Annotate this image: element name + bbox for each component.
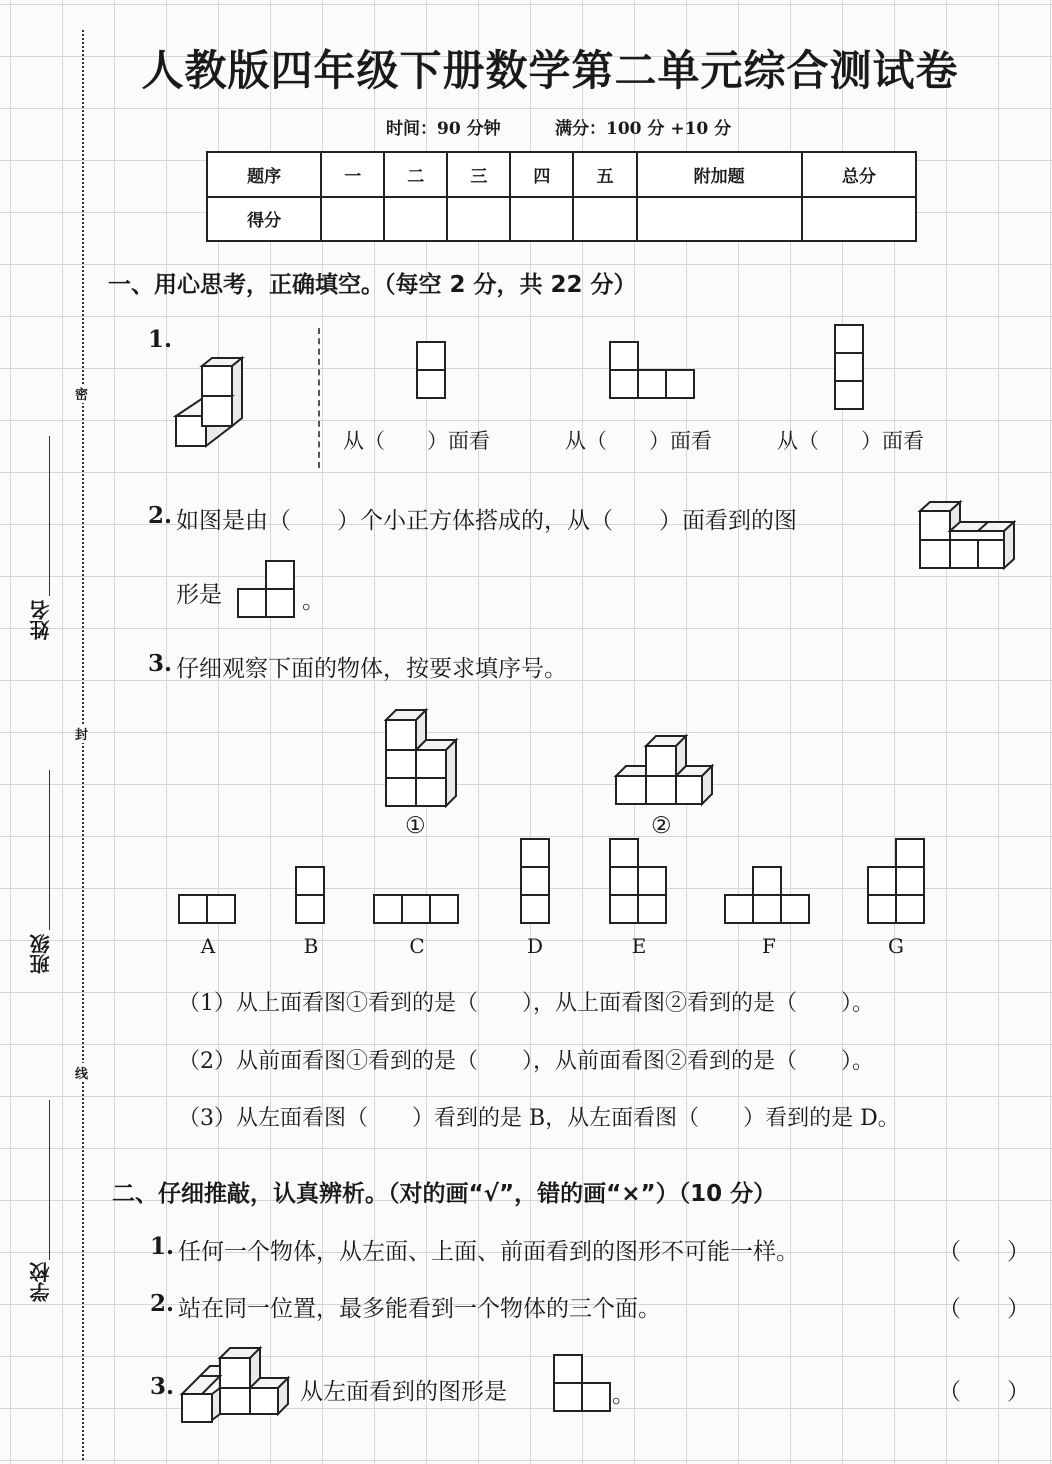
- q1-view-3-label: 从（ ）面看: [777, 429, 924, 453]
- table-cell: 三: [447, 152, 510, 197]
- s2-item-3-shape: [553, 1354, 615, 1414]
- class-label: 班级: [29, 934, 53, 974]
- full-score: 满分：100 分 +10 分: [555, 119, 732, 139]
- page-title: 人教版四年级下册数学第二单元综合测试卷: [141, 46, 959, 95]
- q3-figure-2-label: ②: [651, 813, 672, 839]
- s2-item-1-text: 任何一个物体，从左面、上面、前面看到的图形不可能一样。: [178, 1239, 799, 1265]
- table-cell: 二: [384, 152, 447, 197]
- q3-text: 仔细观察下面的物体，按要求填序号。: [176, 656, 567, 682]
- option-d-shape: [520, 838, 552, 926]
- q3-sub-2: （2）从前面看图①看到的是（ ），从前面看图②看到的是（ ）。: [178, 1049, 874, 1074]
- option-g-shape: [867, 838, 927, 926]
- option-e-shape: [609, 838, 669, 926]
- q3-sub-3: （3）从左面看图（ ）看到的是 B，从左面看图（ ）看到的是 D。: [178, 1106, 900, 1131]
- q1-divider: [318, 328, 320, 468]
- q2-solid-figure: [914, 498, 1022, 576]
- exam-time: 时间：90 分钟: [386, 119, 501, 139]
- score-entry-cell[interactable]: [573, 197, 636, 242]
- score-entry-cell[interactable]: [510, 197, 573, 242]
- q3-sub-1: （1）从上面看图①看到的是（ ），从上面看图②看到的是（ ）。: [178, 991, 874, 1016]
- binding-mark-xian: 线: [75, 1063, 88, 1082]
- q2-answer-shape: [237, 560, 299, 620]
- option-a-label: A: [200, 934, 216, 958]
- section1-heading: 一、用心思考，正确填空。（每空 2 分，共 22 分）: [108, 272, 637, 298]
- q1-number: 1.: [148, 326, 173, 353]
- score-table-header-row: [207, 152, 916, 197]
- score-table: [206, 151, 917, 242]
- option-d-label: D: [526, 934, 544, 958]
- option-e-label: E: [631, 934, 647, 958]
- table-cell: 五: [573, 152, 636, 197]
- table-cell: 附加题: [637, 152, 802, 197]
- q2-period: 。: [302, 588, 325, 614]
- q3-figure-2: [608, 732, 720, 808]
- option-c-label: C: [409, 934, 425, 958]
- school-line: [49, 1100, 50, 1260]
- s2-item-2-answer-blank[interactable]: （ ）: [938, 1296, 1030, 1322]
- s2-item-3-solid-figure: [176, 1342, 296, 1426]
- binding-dotted-line: [82, 30, 84, 1460]
- q1-view-2: [609, 341, 697, 401]
- class-line: [49, 770, 50, 930]
- table-cell: 得分: [207, 197, 321, 242]
- q1-view-1-label: 从（ ）面看: [343, 429, 490, 453]
- q2-text: 如图是由（ ）个小正方体搭成的，从（ ）面看到的图: [176, 508, 797, 534]
- option-a-shape: [178, 894, 238, 926]
- table-cell: 总分: [802, 152, 916, 197]
- q3-figure-1-label: ①: [405, 813, 426, 839]
- score-entry-cell[interactable]: [802, 197, 916, 242]
- option-g-label: G: [888, 934, 904, 958]
- q3-number: 3.: [148, 650, 173, 677]
- name-line: [49, 436, 50, 596]
- q1-solid-figure: [170, 354, 250, 454]
- binding-mark-feng: 封: [75, 724, 88, 743]
- s2-item-2-text: 站在同一位置，最多能看到一个物体的三个面。: [178, 1296, 661, 1322]
- q2-number: 2.: [148, 502, 173, 529]
- s2-item-3-text: 从左面看到的图形是: [300, 1379, 507, 1405]
- s2-item-3-answer-blank[interactable]: （ ）: [938, 1379, 1030, 1405]
- score-entry-cell[interactable]: [447, 197, 510, 242]
- option-c-shape: [373, 894, 461, 926]
- option-b-shape: [295, 866, 327, 926]
- option-b-label: B: [303, 934, 319, 958]
- score-entry-cell[interactable]: [637, 197, 802, 242]
- name-label: 姓名: [29, 600, 53, 640]
- s2-item-1-answer-blank[interactable]: （ ）: [938, 1239, 1030, 1265]
- score-entry-cell[interactable]: [384, 197, 447, 242]
- option-f-label: F: [762, 934, 776, 958]
- s2-item-2-number: 2.: [150, 1290, 175, 1317]
- table-cell: 四: [510, 152, 573, 197]
- q1-view-2-label: 从（ ）面看: [565, 429, 712, 453]
- q1-view-3: [834, 324, 866, 412]
- score-entry-cell[interactable]: [321, 197, 384, 242]
- q2-text-continued: 形是: [176, 582, 222, 608]
- s2-item-3-number: 3.: [150, 1373, 175, 1400]
- s2-item-1-number: 1.: [150, 1233, 175, 1260]
- school-label: 学校: [29, 1262, 53, 1302]
- option-f-shape: [724, 866, 812, 926]
- binding-mark-mi: 密: [75, 384, 88, 403]
- section2-heading: 二、仔细推敲，认真辨析。（对的画“√”，错的画“×”）（10 分）: [112, 1181, 777, 1207]
- s2-item-3-period: 。: [612, 1382, 635, 1408]
- table-cell: 题序: [207, 152, 321, 197]
- table-cell: 一: [321, 152, 384, 197]
- q1-view-1: [416, 341, 448, 401]
- q3-figure-1: [380, 706, 460, 810]
- score-table-score-row: [207, 197, 916, 242]
